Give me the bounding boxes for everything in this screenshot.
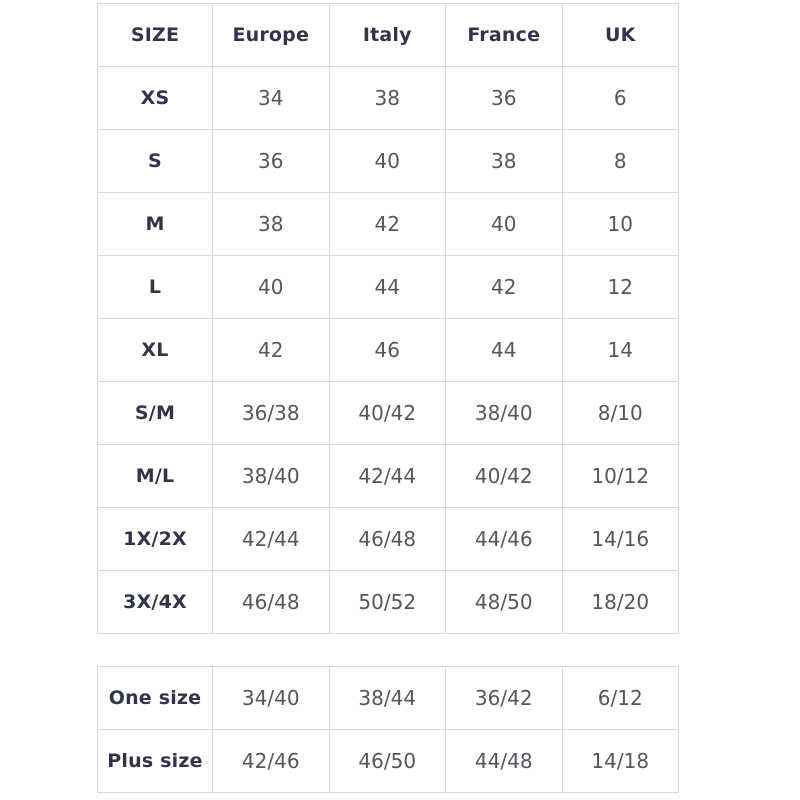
size-label-cell: S/M bbox=[98, 382, 213, 445]
size-value-cell: 48/50 bbox=[446, 571, 563, 634]
size-value-cell: 46/48 bbox=[329, 508, 446, 571]
size-value-cell: 38 bbox=[446, 130, 563, 193]
size-label-cell: XL bbox=[98, 319, 213, 382]
table-row bbox=[98, 193, 679, 256]
size-value-cell: 14/16 bbox=[562, 508, 679, 571]
size-value-cell: 8 bbox=[562, 130, 679, 193]
size-value-cell: 40 bbox=[446, 193, 563, 256]
size-value-cell: 36/38 bbox=[213, 382, 330, 445]
size-value-cell: 42 bbox=[329, 193, 446, 256]
size-value-cell: 46/48 bbox=[213, 571, 330, 634]
size-value-cell: 14 bbox=[562, 319, 679, 382]
size-value-cell: 44/46 bbox=[446, 508, 563, 571]
table-row bbox=[98, 667, 679, 730]
size-value-cell: 14/18 bbox=[562, 730, 679, 793]
size-conversion-table bbox=[97, 3, 679, 634]
size-value-cell: 36/42 bbox=[446, 667, 563, 730]
table-row bbox=[98, 256, 679, 319]
size-value-cell: 10/12 bbox=[562, 445, 679, 508]
size-value-cell: 42 bbox=[213, 319, 330, 382]
size-label-cell: M/L bbox=[98, 445, 213, 508]
column-header: Europe bbox=[213, 4, 330, 67]
table-row bbox=[98, 508, 679, 571]
column-header: SIZE bbox=[98, 4, 213, 67]
size-value-cell: 10 bbox=[562, 193, 679, 256]
size-chart-page bbox=[97, 3, 679, 793]
size-value-cell: 34/40 bbox=[213, 667, 330, 730]
size-value-cell: 50/52 bbox=[329, 571, 446, 634]
table-row bbox=[98, 319, 679, 382]
size-value-cell: 6/12 bbox=[562, 667, 679, 730]
size-label-cell: M bbox=[98, 193, 213, 256]
size-value-cell: 38/40 bbox=[213, 445, 330, 508]
size-value-cell: 42/44 bbox=[213, 508, 330, 571]
column-header: France bbox=[446, 4, 563, 67]
size-label-cell: XS bbox=[98, 67, 213, 130]
special-sizes-table bbox=[97, 666, 679, 793]
size-value-cell: 42 bbox=[446, 256, 563, 319]
size-value-cell: 40 bbox=[329, 130, 446, 193]
size-value-cell: 38/44 bbox=[329, 667, 446, 730]
size-label-cell: Plus size bbox=[98, 730, 213, 793]
size-value-cell: 44/48 bbox=[446, 730, 563, 793]
size-value-cell: 38 bbox=[329, 67, 446, 130]
size-label-cell: One size bbox=[98, 667, 213, 730]
size-value-cell: 36 bbox=[213, 130, 330, 193]
table-row bbox=[98, 67, 679, 130]
size-value-cell: 40 bbox=[213, 256, 330, 319]
table-row bbox=[98, 571, 679, 634]
column-header: Italy bbox=[329, 4, 446, 67]
size-value-cell: 44 bbox=[329, 256, 446, 319]
size-value-cell: 46 bbox=[329, 319, 446, 382]
size-label-cell: 3X/4X bbox=[98, 571, 213, 634]
size-value-cell: 40/42 bbox=[329, 382, 446, 445]
size-value-cell: 12 bbox=[562, 256, 679, 319]
table-row bbox=[98, 445, 679, 508]
size-value-cell: 42/46 bbox=[213, 730, 330, 793]
size-label-cell: 1X/2X bbox=[98, 508, 213, 571]
size-value-cell: 38 bbox=[213, 193, 330, 256]
size-value-cell: 46/50 bbox=[329, 730, 446, 793]
size-value-cell: 40/42 bbox=[446, 445, 563, 508]
table-row bbox=[98, 130, 679, 193]
table-row bbox=[98, 730, 679, 793]
size-label-cell: S bbox=[98, 130, 213, 193]
size-value-cell: 44 bbox=[446, 319, 563, 382]
size-value-cell: 34 bbox=[213, 67, 330, 130]
size-value-cell: 42/44 bbox=[329, 445, 446, 508]
size-value-cell: 8/10 bbox=[562, 382, 679, 445]
size-value-cell: 18/20 bbox=[562, 571, 679, 634]
column-header: UK bbox=[562, 4, 679, 67]
size-value-cell: 38/40 bbox=[446, 382, 563, 445]
size-value-cell: 6 bbox=[562, 67, 679, 130]
header-row bbox=[98, 4, 679, 67]
size-value-cell: 36 bbox=[446, 67, 563, 130]
size-label-cell: L bbox=[98, 256, 213, 319]
table-row bbox=[98, 382, 679, 445]
